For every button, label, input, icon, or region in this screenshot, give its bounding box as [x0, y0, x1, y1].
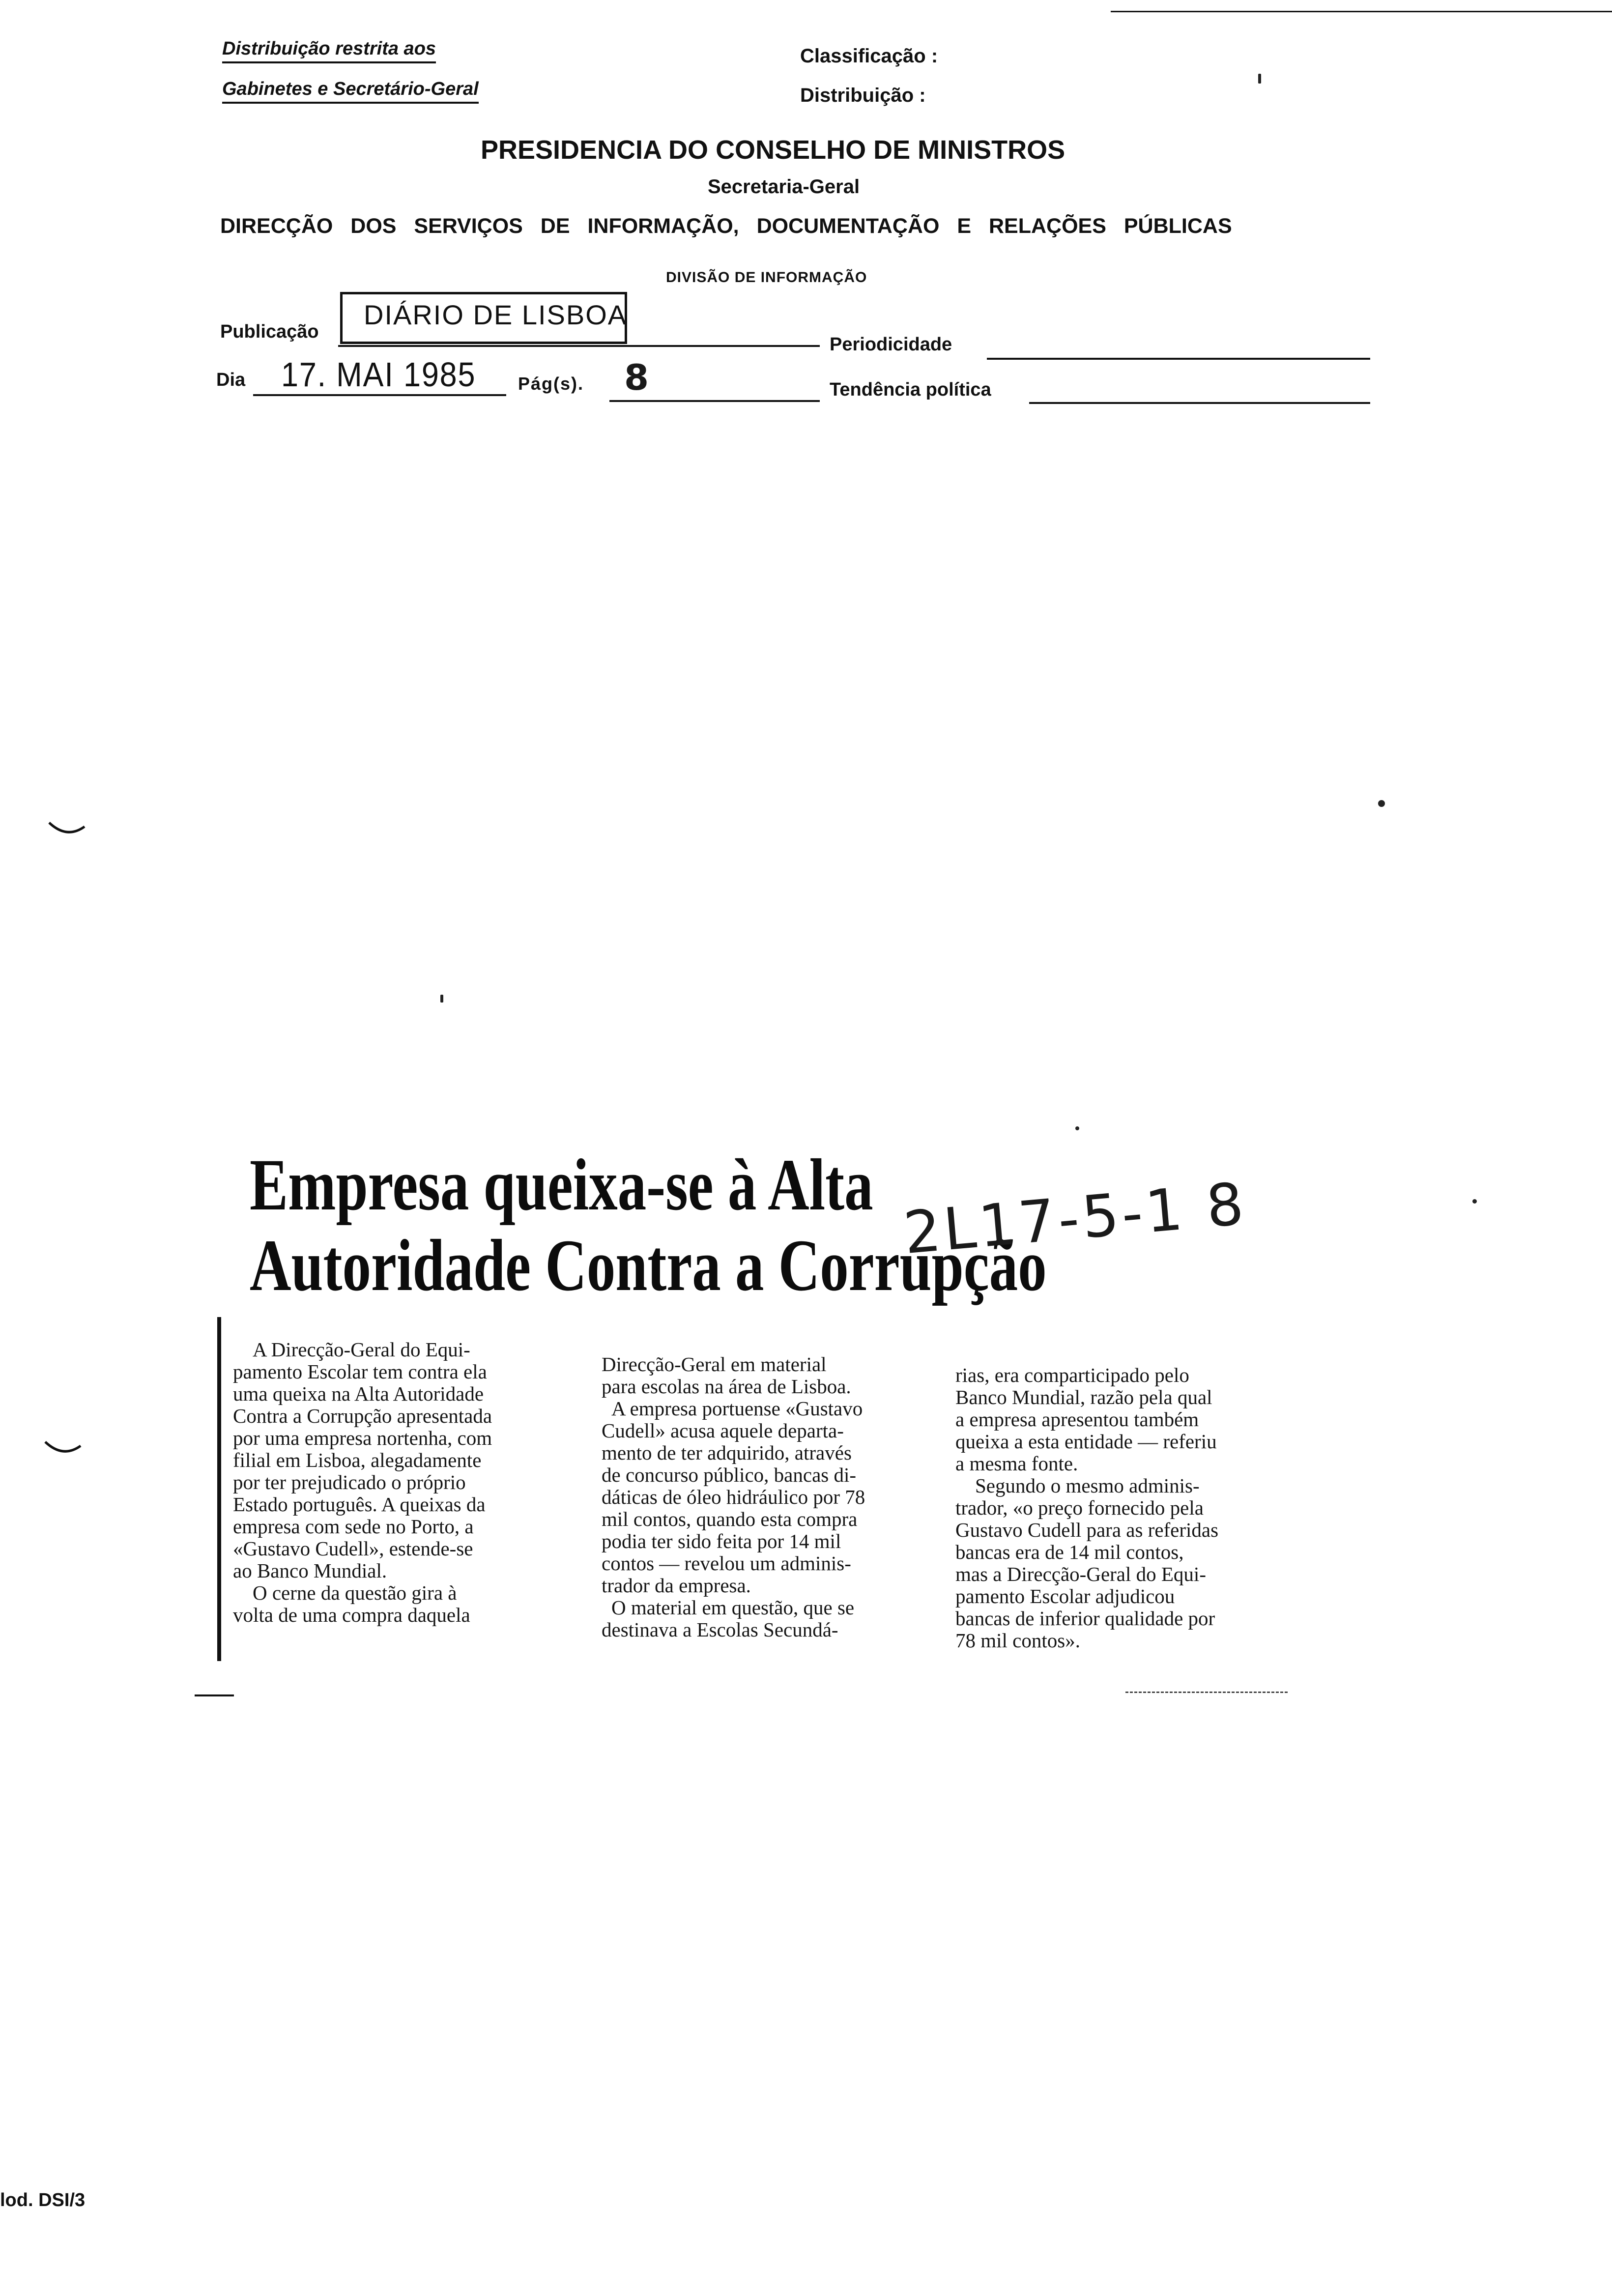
article-line: O material em questão, que se [611, 1596, 855, 1619]
clipping-bottom-edge [195, 1694, 234, 1696]
article-line: trador da empresa. [602, 1574, 751, 1597]
article-headline-line2: Autoridade Contra a Corrupção [250, 1225, 1047, 1306]
article-line: por ter prejudicado o próprio [233, 1471, 466, 1493]
article-line: bancas de inferior qualidade por [955, 1607, 1215, 1630]
binding-mark-top [47, 820, 86, 839]
pags-label: Pág(s). [518, 373, 584, 394]
article-line: queixa a esta entidade — referiu [955, 1430, 1217, 1453]
article-line: dáticas de óleo hidráulico por 78 [602, 1486, 865, 1508]
dia-value: 17. MAI 1985 [281, 355, 476, 394]
article-line: Banco Mundial, razão pela qual [955, 1386, 1212, 1408]
article-line: mil contos, quando esta compra [602, 1508, 858, 1530]
distribuicao-label: Distribuição : [800, 85, 926, 106]
article-line: rias, era comparticipado pelo [955, 1364, 1189, 1386]
publicacao-field-line [338, 345, 820, 347]
direccao-heading: DIRECÇÃO DOS SERVIÇOS DE INFORMAÇÃO, DOCUMENTAÇÃO E RELAÇÕES PÚBLICAS [220, 214, 1232, 238]
periodicidade-label: Periodicidade [830, 334, 952, 355]
article-line: «Gustavo Cudell», estende-se [233, 1537, 473, 1560]
article-column-2 [602, 1353, 946, 1641]
article-line: mas a Direcção-Geral do Equi- [955, 1563, 1206, 1585]
article-headline-line1: Empresa queixa-se à Alta [250, 1144, 873, 1226]
article-line: ao Banco Mundial. [233, 1559, 387, 1582]
article-line: Contra a Corrupção apresentada [233, 1405, 492, 1427]
article-line: Direcção-Geral em material [602, 1353, 827, 1376]
article-line: contos — revelou um adminis- [602, 1552, 851, 1575]
form-code: lod. DSI/3 [0, 2190, 86, 2210]
scan-speck [1258, 74, 1261, 84]
divisao-heading: DIVISÃO DE INFORMAÇÃO [666, 269, 867, 286]
classificacao-label: Classificação : [800, 45, 938, 67]
pags-field-line [609, 400, 820, 402]
article-line: Gustavo Cudell para as referidas [955, 1519, 1219, 1541]
article-line: por uma empresa nortenha, com [233, 1427, 492, 1449]
article-line: Cudell» acusa aquele departa- [602, 1419, 844, 1442]
tendencia-field-line [1029, 402, 1370, 404]
article-line: filial em Lisboa, alegadamente [233, 1449, 482, 1471]
handwritten-note: 2L17-5-1 8 [901, 1169, 1249, 1267]
article-line: Segundo o mesmo adminis- [975, 1474, 1200, 1497]
article-line: pamento Escolar adjudicou [955, 1585, 1175, 1607]
column-left-bar [217, 1317, 221, 1661]
article-line: Estado português. A queixas da [233, 1493, 486, 1516]
restricted-distribution-line2: Gabinetes e Secretário-Geral [222, 79, 479, 104]
article-line: de concurso público, bancas di- [602, 1464, 857, 1486]
publicacao-stamp: DIÁRIO DE LISBOA [364, 299, 628, 330]
article-line: pamento Escolar tem contra ela [233, 1360, 487, 1383]
dia-label: Dia [216, 370, 246, 390]
publicacao-label: Publicação [220, 321, 319, 342]
scan-speck [1472, 1199, 1477, 1204]
article-line: O cerne da questão gira à [253, 1581, 457, 1604]
article-line: A empresa portuense «Gustavo [611, 1397, 863, 1420]
article-line: 78 mil contos». [955, 1629, 1080, 1652]
top-edge-rule [1111, 11, 1612, 12]
binding-mark-bottom [43, 1439, 83, 1459]
pags-value: 8 [624, 357, 649, 398]
article-line: trador, «o preço fornecido pela [955, 1496, 1204, 1519]
presidencia-heading: PRESIDENCIA DO CONSELHO DE MINISTROS [481, 135, 1065, 165]
clipping-bottom-edge [1125, 1692, 1288, 1693]
scan-speck [1075, 1126, 1079, 1130]
article-line: podia ter sido feita por 14 mil [602, 1530, 841, 1552]
article-line: A Direcção-Geral do Equi- [253, 1338, 470, 1361]
tendencia-label: Tendência política [830, 379, 991, 400]
periodicidade-field-line [987, 358, 1370, 360]
article-line: bancas era de 14 mil contos, [955, 1541, 1184, 1563]
article-line: volta de uma compra daquela [233, 1604, 470, 1626]
article-line: para escolas na área de Lisboa. [602, 1375, 851, 1398]
scan-speck [440, 995, 443, 1003]
article-line: a mesma fonte. [955, 1452, 1078, 1475]
article-line: uma queixa na Alta Autoridade [233, 1382, 484, 1405]
restricted-distribution-line1: Distribuição restrita aos [222, 38, 436, 63]
article-line: empresa com sede no Porto, a [233, 1515, 474, 1538]
article-column-3 [955, 1364, 1299, 1652]
dia-field-line [253, 394, 506, 396]
scan-speck [1378, 800, 1385, 807]
article-line: destinava a Escolas Secundá- [602, 1618, 838, 1641]
article-line: mento de ter adquirido, através [602, 1441, 852, 1464]
secretaria-heading: Secretaria-Geral [708, 176, 860, 198]
article-line: a empresa apresentou também [955, 1408, 1199, 1431]
article-column-1 [233, 1339, 577, 1626]
